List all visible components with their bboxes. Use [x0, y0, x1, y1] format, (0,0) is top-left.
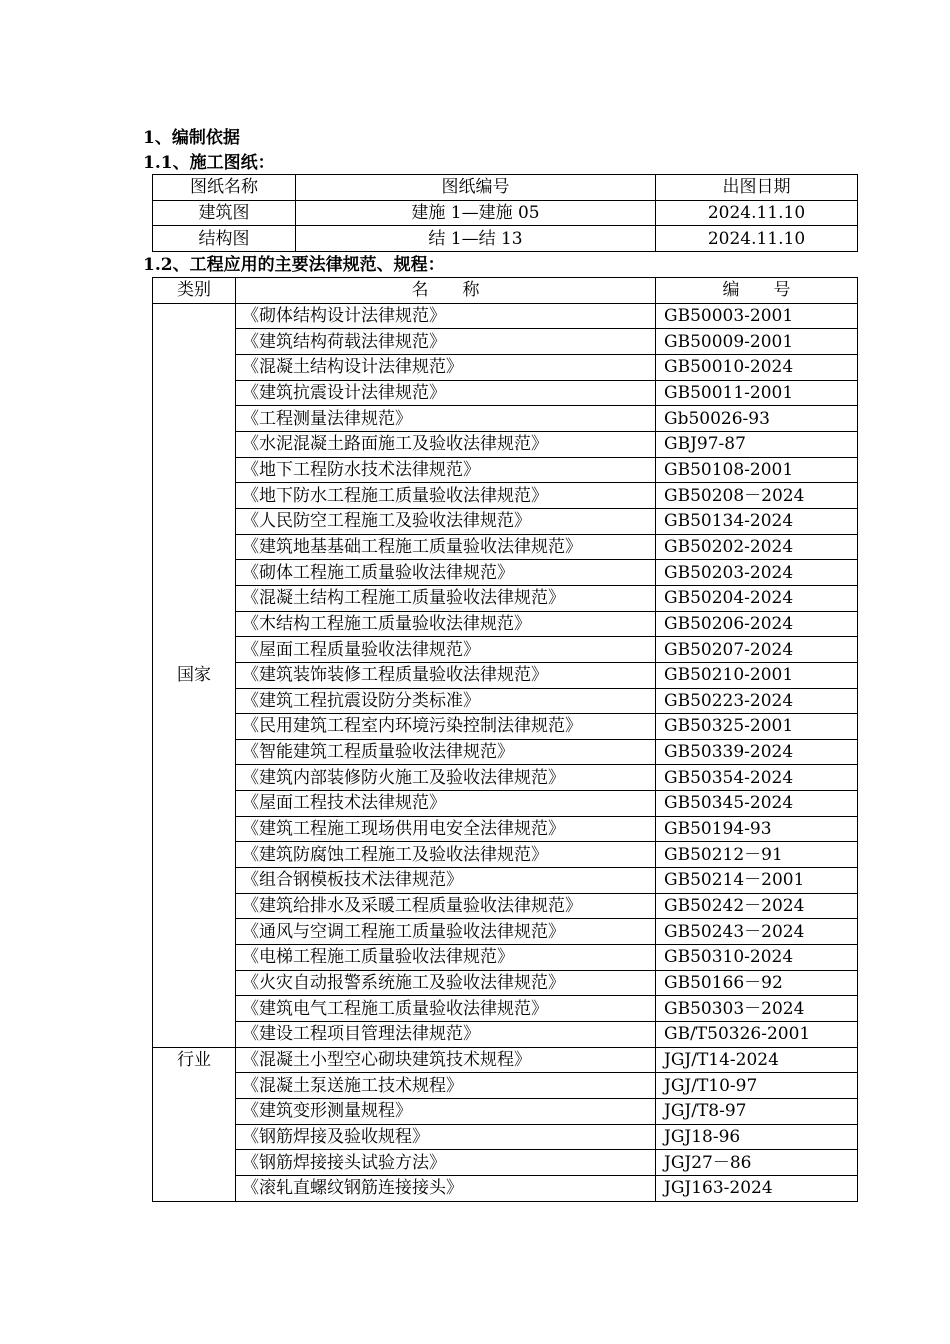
standard-name: 《人民防空工程施工及验收法律规范》 [236, 508, 656, 534]
standard-name: 《工程测量法律规范》 [236, 406, 656, 432]
table-row [153, 457, 858, 483]
table-row [153, 816, 858, 842]
table-row [153, 431, 858, 457]
table-cell: 结 1—结 13 [296, 226, 656, 252]
section-heading-1-2: 1.2、工程应用的主要法律规范、规程： [143, 255, 445, 275]
table-row [153, 970, 858, 996]
standard-name: 《建筑地基基础工程施工质量验收法律规范》 [236, 534, 656, 560]
standard-name: 《地下工程防水技术法律规范》 [236, 457, 656, 483]
standard-code: JGJ/T10-97 [656, 1073, 858, 1099]
standard-code: GB50206-2024 [656, 611, 858, 637]
table-row [153, 483, 858, 509]
standard-name: 《混凝土泵送施工技术规程》 [236, 1073, 656, 1099]
section-heading-1: 1、编制依据 [143, 128, 240, 148]
standard-code: JGJ27－86 [656, 1150, 858, 1176]
standard-name: 《建筑防腐蚀工程施工及验收法律规范》 [236, 842, 656, 868]
table-row [153, 380, 858, 406]
standard-code: GB50194-93 [656, 816, 858, 842]
standard-name: 《砌体结构设计法律规范》 [236, 303, 656, 329]
standard-name: 《组合钢模板技术法律规范》 [236, 868, 656, 894]
standard-code: GB50134-2024 [656, 508, 858, 534]
standard-code: GB/T50326-2001 [656, 1022, 858, 1048]
standard-code: GB50303－2024 [656, 996, 858, 1022]
standard-name: 《钢筋焊接及验收规程》 [236, 1124, 656, 1150]
table-cell: 2024.11.10 [656, 226, 858, 252]
standard-code: GB50010-2024 [656, 354, 858, 380]
table-row [153, 765, 858, 791]
table-row [153, 303, 858, 329]
standard-code: GB50204-2024 [656, 585, 858, 611]
standard-name: 《屋面工程质量验收法律规范》 [236, 637, 656, 663]
table-row [153, 893, 858, 919]
standard-code: GB50003-2001 [656, 303, 858, 329]
standard-name: 《建筑结构荷载法律规范》 [236, 329, 656, 355]
standard-name: 《混凝土结构工程施工质量验收法律规范》 [236, 585, 656, 611]
table-row [153, 714, 858, 740]
standard-code: GB50310-2024 [656, 945, 858, 971]
standard-code: GB50166－92 [656, 970, 858, 996]
table-row [153, 919, 858, 945]
table-cell: 2024.11.10 [656, 200, 858, 226]
table-row [153, 508, 858, 534]
standards-table [152, 277, 858, 1202]
standard-name: 《建筑装饰装修工程质量验收法律规范》 [236, 662, 656, 688]
standard-code: GB50207-2024 [656, 637, 858, 663]
standard-name: 《建筑电气工程施工质量验收法律规范》 [236, 996, 656, 1022]
standard-name: 《混凝土结构设计法律规范》 [236, 354, 656, 380]
table-row [153, 868, 858, 894]
table-row [153, 945, 858, 971]
standard-code: GB50203-2024 [656, 560, 858, 586]
standard-code: GB50345-2024 [656, 791, 858, 817]
table-row [153, 688, 858, 714]
table-row [153, 534, 858, 560]
table-row [153, 1150, 858, 1176]
standard-code: GB50325-2001 [656, 714, 858, 740]
standard-code: GB50009-2001 [656, 329, 858, 355]
table-row [153, 1047, 858, 1073]
table-row [153, 1124, 858, 1150]
standard-name: 《建筑抗震设计法律规范》 [236, 380, 656, 406]
standard-name: 《建筑给排水及采暖工程质量验收法律规范》 [236, 893, 656, 919]
standard-code: GB50214－2001 [656, 868, 858, 894]
standard-name: 《建筑工程施工现场供用电安全法律规范》 [236, 816, 656, 842]
standard-code: GB50011-2001 [656, 380, 858, 406]
table-row [153, 739, 858, 765]
table-cell: 建施 1—建施 05 [296, 200, 656, 226]
column-header: 名 称 [236, 278, 656, 304]
table-row [153, 1099, 858, 1125]
section-heading-1-1: 1.1、施工图纸： [143, 153, 275, 173]
standard-code: GB50243－2024 [656, 919, 858, 945]
standard-name: 《砌体工程施工质量验收法律规范》 [236, 560, 656, 586]
standard-code: GB50208－2024 [656, 483, 858, 509]
standard-code: GB50223-2024 [656, 688, 858, 714]
column-header: 图纸编号 [296, 175, 656, 201]
standard-name: 《建筑内部装修防火施工及验收法律规范》 [236, 765, 656, 791]
standard-code: GB50242－2024 [656, 893, 858, 919]
standard-code: JGJ18-96 [656, 1124, 858, 1150]
table-row [153, 996, 858, 1022]
standard-code: JGJ163-2024 [656, 1175, 858, 1201]
standard-name: 《地下防水工程施工质量验收法律规范》 [236, 483, 656, 509]
standard-code: GB50210-2001 [656, 662, 858, 688]
standard-code: Gb50026-93 [656, 406, 858, 432]
standard-name: 《水泥混凝土路面施工及验收法律规范》 [236, 431, 656, 457]
column-header: 编 号 [656, 278, 858, 304]
standard-name: 《建筑工程抗震设防分类标准》 [236, 688, 656, 714]
standard-code: GBJ97-87 [656, 431, 858, 457]
drawings-table [152, 174, 858, 252]
table-header-row [153, 278, 858, 304]
table-row [153, 1073, 858, 1099]
standard-code: GB50339-2024 [656, 739, 858, 765]
table-row [153, 791, 858, 817]
standard-code: JGJ/T14-2024 [656, 1047, 858, 1073]
standard-name: 《木结构工程施工质量验收法律规范》 [236, 611, 656, 637]
table-row [153, 1175, 858, 1201]
column-header: 出图日期 [656, 175, 858, 201]
table-row [153, 662, 858, 688]
standard-code: GB50354-2024 [656, 765, 858, 791]
standard-name: 《智能建筑工程质量验收法律规范》 [236, 739, 656, 765]
column-header: 类别 [153, 278, 236, 304]
table-row [153, 329, 858, 355]
standard-name: 《钢筋焊接接头试验方法》 [236, 1150, 656, 1176]
category-cell: 行业 [153, 1047, 236, 1201]
table-cell: 结构图 [153, 226, 296, 252]
standard-name: 《火灾自动报警系统施工及验收法律规范》 [236, 970, 656, 996]
table-cell: 建筑图 [153, 200, 296, 226]
table-row [153, 611, 858, 637]
standard-name: 《滚轧直螺纹钢筋连接接头》 [236, 1175, 656, 1201]
table-row [153, 200, 858, 226]
standard-name: 《混凝土小型空心砌块建筑技术规程》 [236, 1047, 656, 1073]
column-header: 图纸名称 [153, 175, 296, 201]
standard-name: 《电梯工程施工质量验收法律规范》 [236, 945, 656, 971]
table-header-row [153, 175, 858, 201]
standard-name: 《建设工程项目管理法律规范》 [236, 1022, 656, 1048]
standard-code: GB50202-2024 [656, 534, 858, 560]
standard-code: JGJ/T8-97 [656, 1099, 858, 1125]
table-row [153, 637, 858, 663]
standard-name: 《建筑变形测量规程》 [236, 1099, 656, 1125]
table-row [153, 585, 858, 611]
table-row [153, 560, 858, 586]
standard-name: 《通风与空调工程施工质量验收法律规范》 [236, 919, 656, 945]
category-cell: 国家 [153, 303, 236, 1047]
standard-code: GB50108-2001 [656, 457, 858, 483]
table-row [153, 406, 858, 432]
standard-name: 《民用建筑工程室内环境污染控制法律规范》 [236, 714, 656, 740]
standard-name: 《屋面工程技术法律规范》 [236, 791, 656, 817]
table-row [153, 842, 858, 868]
table-row [153, 1022, 858, 1048]
table-row [153, 226, 858, 252]
standard-code: GB50212－91 [656, 842, 858, 868]
table-row [153, 354, 858, 380]
